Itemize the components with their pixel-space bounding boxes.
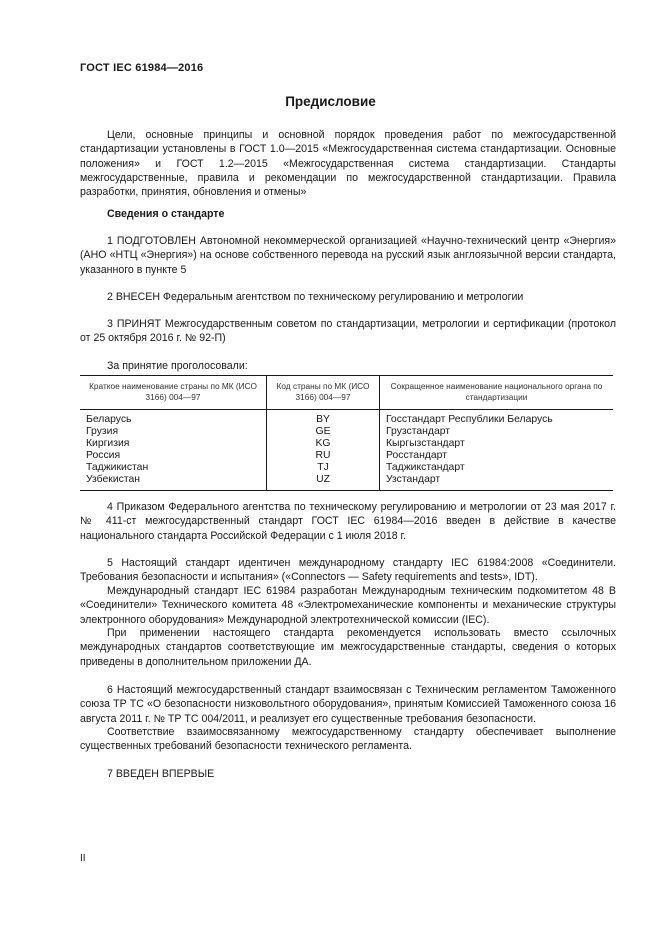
section-heading: Сведения о стандарте xyxy=(107,208,225,220)
column-header-country: Краткое наименование страны по МК (ИСО 3166) 004—97 xyxy=(80,376,267,410)
country-names-cell xyxy=(80,410,267,491)
country-name: Узбекистан xyxy=(86,474,140,485)
standards-body: Узстандарт xyxy=(386,474,441,485)
country-name: Киргизия xyxy=(86,438,130,449)
item-6-paragraph: 6 Настоящий межгосударственный стандарт взаимосвязан с Техническим регламентом Таможенного союза ТР ТС «О безопасности низковольтного оборудования», принятым Комиссией Таможенного союза 16 августа 2011 г. № ТР ТС 004/2011, и реализует его существенные требования безопасности. xyxy=(80,684,616,725)
item-5-paragraph-2: Международный стандарт IEC 61984 разработан Международным техническим подкомитетом 48 В «Соединители» Технического комитета 48 «Электромеханические компоненты и механические структуры электронного оборудования» Международной электротехнической комиссии (IEC). xyxy=(80,585,616,626)
page-number: II xyxy=(80,853,86,864)
document-code-header: ГОСТ IEC 61984—2016 xyxy=(80,62,204,74)
intro-paragraph: Цели, основные принципы и основной порядок проведения работ по межгосударственной стандартизации установлены в ГОСТ 1.0—2015 «Межгосударственная система стандартизации. Основные положения» и ГОСТ 1.2—2015 «Межгосударственная система стандартизации. Стандарты межгосударственные, правила и рекомендации по межгосударственной стандартизации. Правила разработки, принятия, обновления и отмены» xyxy=(80,129,616,199)
standards-body: Кыргызстандарт xyxy=(386,438,465,449)
item-1-paragraph: 1 ПОДГОТОВЛЕН Автономной некоммерческой организацией «Научно-технический центр «Энергия» (АНО «НТЦ «Энергия») на основе собственного перевода на русский язык англоязычной версии стандарта, указанного в пункте 5 xyxy=(80,235,616,276)
country-code: UZ xyxy=(316,474,330,485)
vote-label: За принятие проголосовали: xyxy=(107,360,248,372)
country-name: Беларусь xyxy=(86,414,132,425)
standards-body: Грузстандарт xyxy=(386,426,451,437)
standards-body: Росстандарт xyxy=(386,450,447,461)
country-code: BY xyxy=(316,414,330,425)
page-title: Предисловие xyxy=(285,94,376,109)
country-name: Грузия xyxy=(86,426,119,437)
country-code: TJ xyxy=(317,462,329,473)
item-5-paragraph-3: При применении настоящего стандарта рекомендуется использовать вместо ссылочных международных стандартов соответствующие им межгосударственные стандарты, сведения о которых приведены в дополнительном приложении ДА. xyxy=(80,627,616,668)
column-header-body: Сокращенное наименование национального органа по стандартизации xyxy=(380,376,614,410)
country-name: Таджикистан xyxy=(86,462,149,473)
item-2-paragraph: 2 ВНЕСЕН Федеральным агентством по техническому регулированию и метрологии xyxy=(107,291,524,303)
country-code: GE xyxy=(315,426,331,437)
country-codes-cell xyxy=(267,410,380,491)
voting-countries-table xyxy=(80,375,613,491)
column-header-code: Код страны по МК (ИСО 3166) 004—97 xyxy=(267,376,380,410)
standards-body: Госстандарт Республики Беларусь xyxy=(386,414,553,425)
item-5-paragraph: 5 Настоящий стандарт идентичен международному стандарту IEC 61984:2008 «Соединители. Требования безопасности и испытания» («Connectors — Safety requirements and tests», IDT). xyxy=(80,557,616,584)
item-4-paragraph: 4 Приказом Федерального агентства по техническому регулированию и метрологии от 23 мая 2017 г. № 411-ст межгосударственный стандарт ГОСТ IEC 61984—2016 введен в действие в качестве национального стандарта Российской Федерации с 1 июля 2018 г. xyxy=(80,501,616,542)
item-3-paragraph: 3 ПРИНЯТ Межгосударственным советом по стандартизации, метрологии и сертификации (протокол от 25 октября 2016 г. № 92-П) xyxy=(80,318,616,345)
country-code: RU xyxy=(315,450,331,461)
item-7-paragraph: 7 ВВЕДЕН ВПЕРВЫЕ xyxy=(107,768,215,780)
table-row xyxy=(80,410,613,491)
table-header-row xyxy=(80,376,613,410)
item-6-paragraph-2: Соответствие взаимосвязанному межгосударственному стандарту обеспечивает выполнение существенных требований безопасности технического регламента. xyxy=(80,726,616,753)
country-name: Россия xyxy=(86,450,121,461)
standards-bodies-cell xyxy=(380,410,614,491)
standards-body: Таджикстандарт xyxy=(386,462,465,473)
country-code: KG xyxy=(315,438,331,449)
